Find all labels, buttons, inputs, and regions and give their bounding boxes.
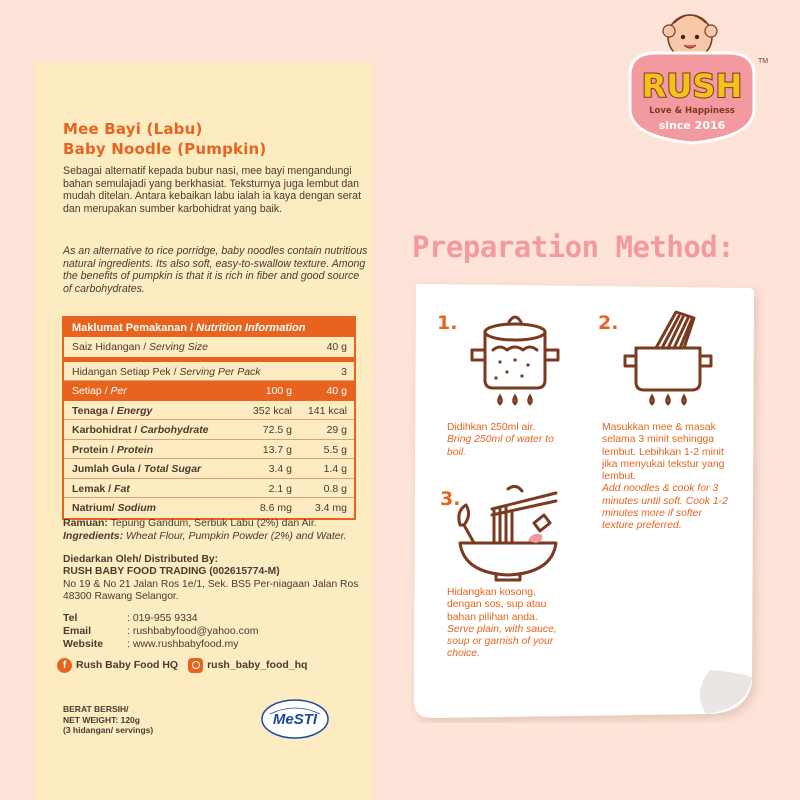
serving-size-value: 40 g — [326, 341, 347, 353]
nutrient-row — [64, 440, 354, 460]
step2-text-en: Add noodles & cook for 3 minutes until soft. Cook 1-2 minutes more if softer texture preferred. — [602, 483, 728, 532]
email-value: : rushbabyfood@yahoo.com — [127, 625, 259, 638]
nutrition-header-text: Maklumat Pemakanan / Nutrition Information — [72, 322, 306, 334]
ingredients-ms — [63, 517, 373, 530]
facebook-icon: f — [57, 658, 72, 673]
nutrient-value-serving: 0.8 g — [323, 482, 347, 495]
per-row — [64, 381, 354, 401]
mesti-logo-text: MeSTI — [272, 711, 318, 728]
nutrient-label: Lemak / Fat — [72, 482, 130, 495]
social-links — [57, 656, 307, 674]
step2-text-ms: Masukkan mee & masak selama 3 minit sehingga lembut. Lebihkan 1-2 minit jika menyukai tekstur yang lembut. — [602, 422, 725, 483]
website-value: : www.rushbabyfood.my — [127, 638, 239, 651]
logo-brand-text: RUSH — [641, 67, 743, 105]
logo-tagline: Love & Happiness — [649, 106, 735, 116]
nutrient-row — [64, 498, 354, 518]
facebook-handle: Rush Baby Food HQ — [76, 659, 179, 671]
step1-text-ms: Didihkan 250ml air. — [447, 422, 536, 433]
noodle-pot-icon — [618, 308, 718, 412]
nutrient-rows — [64, 401, 354, 518]
net-weight-line2: NET WEIGHT: 120g — [63, 714, 140, 725]
nutrition-table — [62, 316, 356, 520]
servings-per-pack-value: 3 — [341, 365, 347, 378]
distributor-block — [63, 554, 373, 604]
website-label: Website — [63, 638, 104, 651]
net-weight — [63, 704, 153, 736]
nutrient-value-serving: 3.4 mg — [314, 502, 347, 514]
nutrient-label: Protein / Protein — [72, 443, 154, 456]
per-col1: 100 g — [265, 385, 292, 397]
ingredients — [63, 517, 373, 542]
instagram-handle: rush_baby_food_hq — [207, 659, 308, 671]
nutrient-value-100g: 352 kcal — [252, 404, 292, 417]
nutrient-value-serving: 5.5 g — [323, 443, 347, 456]
nutrient-value-serving: 141 kcal — [307, 404, 347, 417]
description-en: As an alternative to rice porridge, baby noodles contain nutritious natural ingredients. Its also soft, easy-to-swallow texture. Among the benefits of pumpkin is that it is rich in fiber and good source of carbohydrates. — [63, 245, 368, 296]
tel-label: Tel — [63, 612, 78, 624]
logo-since: since 2016 — [658, 119, 726, 132]
serving-size-label: Saiz Hidangan / Serving Size — [72, 341, 209, 353]
rush-logo — [612, 5, 772, 153]
ingredients-en-label: Ingredients: — [63, 529, 124, 542]
logo-tm: TM — [758, 58, 769, 65]
nutrition-header — [64, 318, 354, 337]
step1-text — [447, 422, 567, 459]
email-label: Email — [63, 625, 92, 638]
net-weight-line3: (3 hidangan/ servings) — [63, 725, 154, 735]
product-title-en: Baby Noodle (Pumpkin) — [63, 140, 267, 158]
noodle-bowl-icon — [452, 485, 564, 583]
step2-number: 2. — [598, 312, 619, 334]
description-ms: Sebagai alternatif kepada bubur nasi, mee bayi mengandungi bahan semulajadi yang berkhasiat. Teksturnya juga lembut dan mudah ditelan. Antara kebaikan labu ialah ia kaya dengan serat dan merupakan sumber karbohidrat yang baik. — [63, 165, 362, 216]
distributor-address: No 19 & No 21 Jalan Ros 1e/1, Sek. BS5 Per-niagaan Jalan Ros 48300 Rawang Selangor. — [63, 578, 359, 603]
nutrient-value-100g: 3.4 g — [268, 463, 292, 475]
contact-block — [63, 612, 259, 652]
step1-number: 1. — [437, 312, 458, 334]
nutrient-label: Natrium/ Sodium — [72, 502, 157, 514]
serving-size-row — [64, 337, 354, 357]
nutrient-value-serving: 29 g — [326, 424, 347, 436]
nutrient-label: Tenaga / Energy — [72, 404, 153, 417]
nutrient-row — [64, 459, 354, 479]
instagram-icon — [188, 658, 203, 673]
boiling-pot-icon — [460, 310, 570, 410]
step3-text-en: Serve plain, with sauce, soup or garnish of your choice. — [447, 623, 557, 660]
ingredients-en-text: Wheat Flour, Pumpkin Powder (2%) and Water. — [123, 529, 347, 542]
nutrient-value-100g: 13.7 g — [262, 443, 292, 456]
step2-text — [602, 422, 732, 533]
distributor-company: RUSH BABY FOOD TRADING (002615774-M) — [63, 566, 280, 578]
step3-text-ms: Hidangkan kosong, dengan sos, sup atau bahan pilihan anda. — [447, 587, 547, 623]
ingredients-en — [63, 530, 373, 543]
nutrient-label: Jumlah Gula / Total Sugar — [72, 463, 202, 475]
step3-number: 3. — [440, 488, 461, 510]
net-weight-line1: BERAT BERSIH/ — [63, 704, 129, 714]
nutrient-row — [64, 401, 354, 421]
nutrient-value-100g: 72.5 g — [262, 424, 292, 436]
tel-value: : 019-955 9334 — [127, 612, 198, 624]
nutrient-row — [64, 479, 354, 499]
nutrient-value-serving: 1.4 g — [323, 463, 347, 475]
preparation-heading: Preparation Method: — [412, 230, 735, 264]
step3-text — [447, 587, 572, 661]
servings-per-pack-label: Hidangan Setiap Pek / Serving Per Pack — [72, 365, 261, 378]
nutrient-value-100g: 2.1 g — [268, 482, 292, 495]
nutrient-row — [64, 420, 354, 440]
product-label-panel — [35, 62, 373, 800]
distributor-label: Diedarkan Oleh/ Distributed By: — [63, 554, 219, 565]
nutrient-label: Karbohidrat / Carbohydrate — [72, 424, 209, 436]
per-label: Setiap / Per — [72, 385, 127, 397]
product-title-ms: Mee Bayi (Labu) — [63, 120, 203, 138]
ingredients-ms-text: Tepung Gandum, Serbuk Labu (2%) dan Air. — [107, 517, 317, 529]
per-col2: 40 g — [326, 385, 347, 397]
step1-text-en: Bring 250ml of water to boil. — [447, 434, 554, 458]
servings-per-pack-row — [64, 362, 354, 382]
nutrient-value-100g: 8.6 mg — [259, 502, 292, 514]
ingredients-ms-label: Ramuan: — [63, 517, 108, 529]
mesti-logo — [260, 698, 330, 740]
